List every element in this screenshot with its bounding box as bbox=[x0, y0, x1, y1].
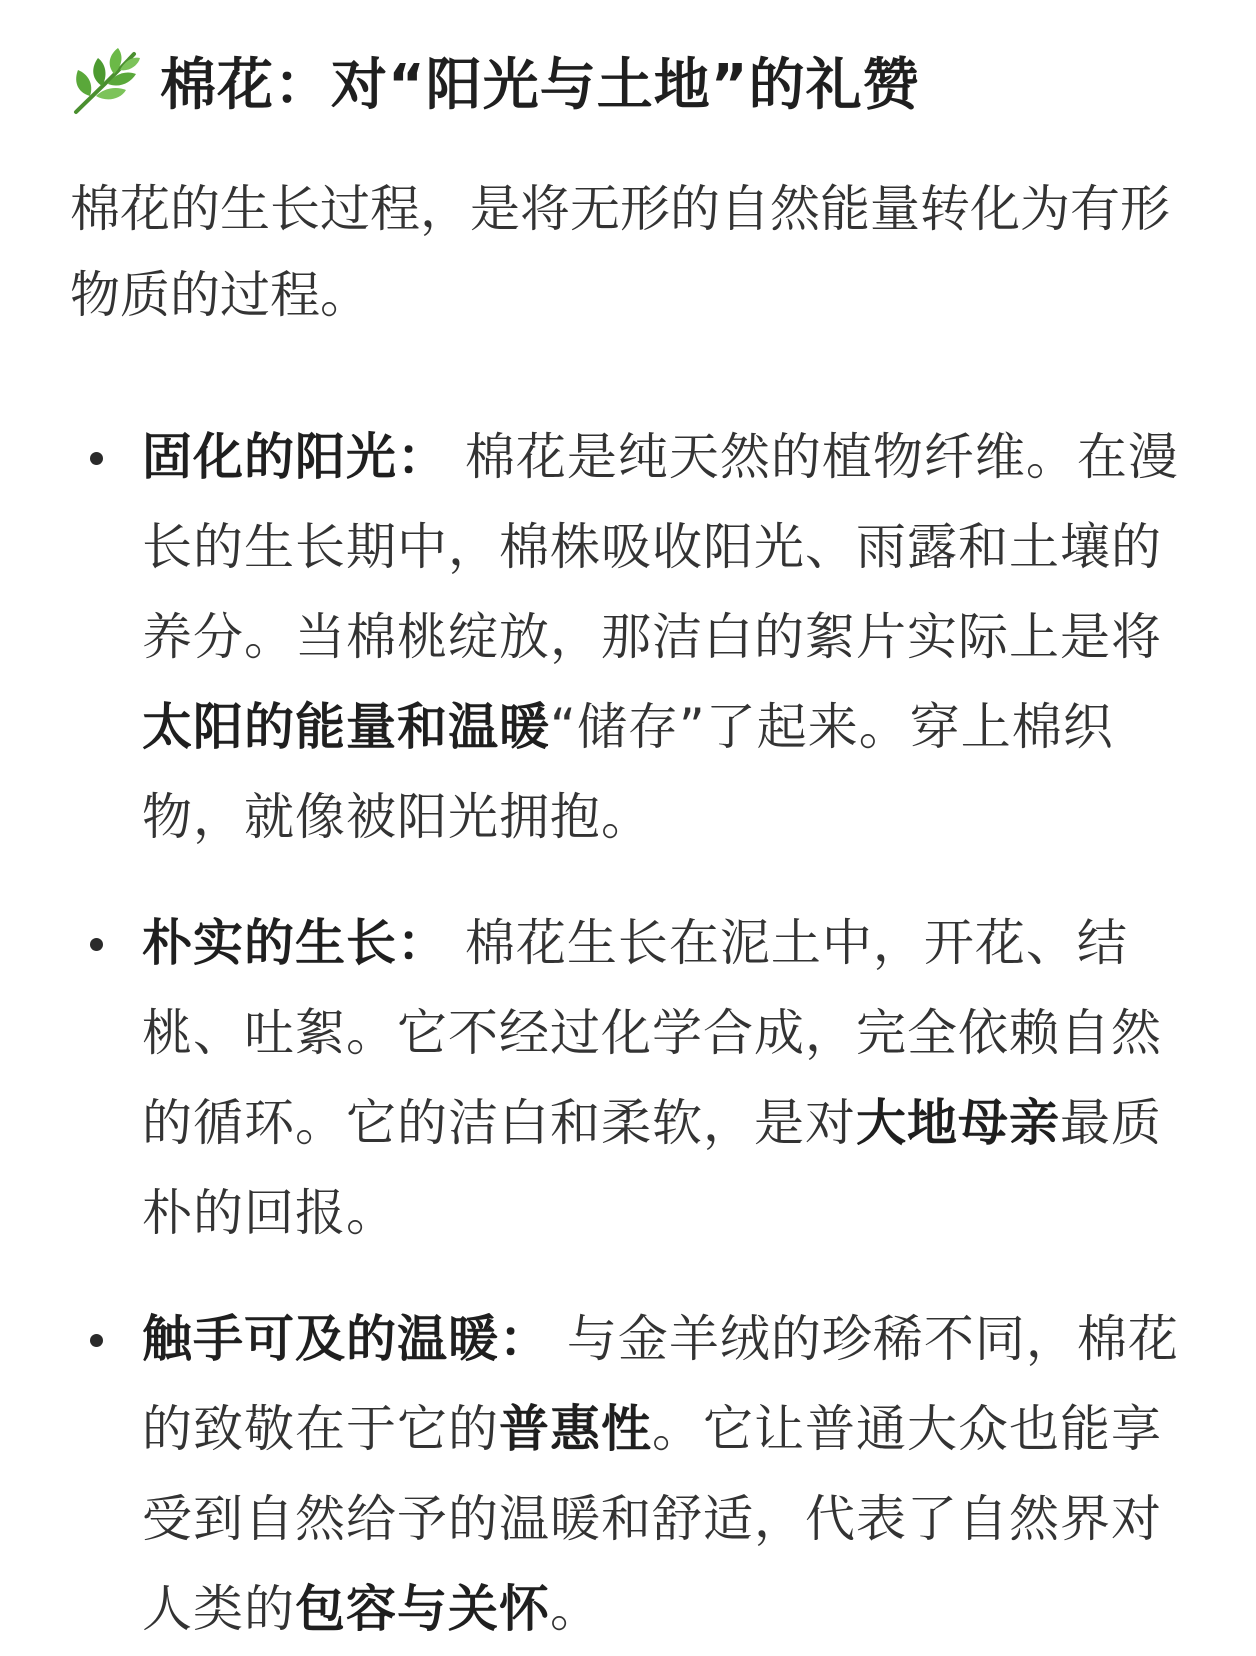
bullet-item-simple-growth bbox=[70, 898, 1186, 1258]
bullet-text: 与金羊绒的珍稀不同，棉花的致敬在于它的 bbox=[142, 1310, 1179, 1458]
bullet-item-accessible-warmth bbox=[70, 1294, 1186, 1654]
bullet-emphasis: 普惠性 bbox=[499, 1400, 652, 1458]
bullet-dot-icon bbox=[90, 452, 103, 465]
bullet-text: 棉花生长在泥土中，开花、结桃、吐絮。它不经过化学合成，完全依赖自然的循环。它的洁白和柔软，是对 bbox=[142, 914, 1162, 1152]
heading-title: 棉花：对“阳光与土地”的礼赞 bbox=[160, 53, 920, 118]
bullet-list bbox=[70, 412, 1186, 1654]
bullet-emphasis: 包容与关怀 bbox=[295, 1580, 550, 1638]
bullet-emphasis: 太阳的能量和温暖 bbox=[142, 698, 550, 756]
bullet-title: 固化的阳光： bbox=[142, 428, 448, 486]
bullet-dot-icon bbox=[90, 1334, 103, 1347]
herb-leaf-icon bbox=[70, 44, 144, 118]
bullet-item-solidified-sunlight bbox=[70, 412, 1186, 862]
bullet-dot-icon bbox=[90, 938, 103, 951]
intro-paragraph: 棉花的生长过程，是将无形的自然能量转化为有形物质的过程。 bbox=[70, 180, 1170, 324]
bullet-text: 最质朴的回报。 bbox=[142, 1094, 1162, 1242]
bullet-emphasis: 大地母亲 bbox=[856, 1094, 1060, 1152]
bullet-text: 棉花是纯天然的植物纤维。在漫长的生长期中，棉株吸收阳光、雨露和土壤的养分。当棉桃绽放，那洁白的絮片实际上是将 bbox=[142, 428, 1179, 666]
bullet-title: 触手可及的温暖： bbox=[142, 1310, 550, 1368]
bullet-title: 朴实的生长： bbox=[142, 914, 448, 972]
bullet-text: 。它让普通大众也能享受到自然给予的温暖和舒适，代表了自然界对人类的 bbox=[142, 1400, 1162, 1638]
section-heading bbox=[70, 40, 1186, 122]
bullet-text: 。 bbox=[550, 1580, 601, 1638]
bullet-text: “储存”了起来。穿上棉织物，就像被阳光拥抱。 bbox=[142, 698, 1114, 846]
